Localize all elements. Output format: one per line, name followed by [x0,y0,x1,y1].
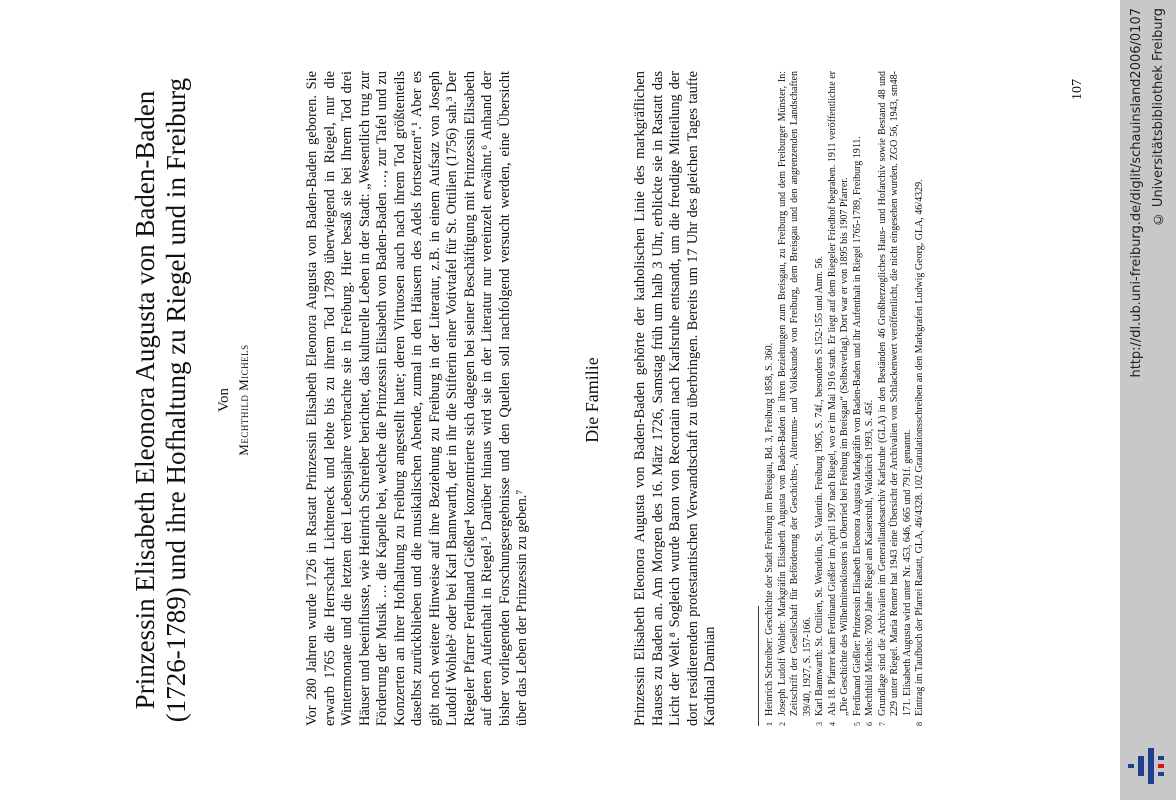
footnote-text: Joseph Ludolf Wohleb: Markgräfin Elisabeth Augusta von Baden-Baden in ihren Beziehungen zum Breisgau, zu Freiburg und dem Freiburger Münster, In: Zeitschrift der Gesellschaft für Beförderung der Geschichts-, Altertums- und Volkskunde von Freiburg, dem Breisgau und den angrenzenden Landschaften 39/40, 1927, S. 157-166. [776,71,813,716]
footnote [852,71,865,726]
section-heading: Die Familie [582,357,602,443]
rotated-page-content [40,0,1120,800]
footnote-number: 5 [852,722,862,726]
footnote-number: 4 [827,722,837,726]
footnote [777,71,815,726]
footnote-number: 6 [865,722,874,726]
article-title [130,60,192,740]
byline-von: Von [216,388,232,412]
footnote [914,71,927,726]
author-name: Mechthild Michels [236,344,251,456]
footnote [877,71,915,726]
footnote-text: Als 18. Pfarrer kam Ferdinand Gießler im April 1907 nach Riegel, wo er im Mai 1916 starb. Er liegt auf dem Riegeler Friedhof begraben. 1911 veröffentlichte er „Die Geschichte des Wilhelmitenklosters in Oberried bei Freiburg im Breisgau“ (Selbstverlag). Dort war er von 1895 bis 1907 Pfarrer. [826,71,850,716]
footnote [764,71,777,726]
footnote-text: Mechthild Michels: 7000 Jahre Riegel am Kaiserstuhl, Waldkirch 1993, S. 45f. [864,399,875,716]
footnote-text: Heinrich Schreiber: Geschichte der Stadt Freiburg im Breisgau, Bd. 3, Freiburg 1858, S. 360. [764,342,775,716]
footnote-rule [758,606,759,726]
footnote-number: 8 [915,722,924,726]
footnote-number: 3 [815,722,824,726]
title-line-2: (1726-1789) und ihre Hofhaltung zu Riegel und in Freiburg [161,77,191,723]
title-line-1: Prinzessin Elisabeth Eleonora Augusta von Baden-Baden [130,90,160,710]
footnote [827,71,852,726]
footnote [814,71,827,726]
footnote-number: 2 [777,722,787,726]
footnotes [764,71,927,726]
page-number: 107 [1070,79,1085,100]
footnote-text: Karl Bannwarth: St. Ottilien, St. Wendelin, St. Valentin. Freiburg 1905, S. 74f., besonders S.152-155 und Anm. 56. [814,255,825,716]
footnote-text: Grundlage sind die Archivalien im Generallandesarchiv Karlsruhe (GLA) in den Beständen 46 Großherzogliches Haus- und Hofarchiv sowie Bestand 48 und 229 unter Riegel. Maria Renner hat 1943 eine Übersicht der Archivalien von Schlackenwert veröffentlicht, die nicht eingesehen wurden. ZGO 56, 1943, sm48-171. Elisabeth Augusta wird unter Nr. 453, 646, 665 und 791f. genannt. [876,71,913,716]
footnote-text: Eintrag im Taufbuch der Pfarrei Rastatt, GLA, 46/4328. 102 Gratulationsschreiben an den Markgrafen Ludwig Georg, GLA, 46/4329. [914,179,925,716]
footnote-number: 7 [877,722,887,726]
footnote-number: 1 [765,722,774,726]
intro-paragraph: Vor 280 Jahren wurde 1726 in Rastatt Prinzessin Elisabeth Eleonora Augusta von Baden-Baden geboren. Sie erwarb 1765 die Herrschaft Lichteneck und lebte bis zu ihrem Tod 1789 überwiegend in Riegel, nur die Wintermonate und die letzten drei Lebensjahre verbrachte sie in Freiburg. Hier besaß sie bei Ihrem Tod drei Häuser und beeinflusste, wie Heinrich Schreiber berichtet, das kulturelle Leben in der Stadt: „Wesentlich trug zur Förderung der Musik … die Kapelle bei, welche die Prinzessin Elisabeth von Baden-Baden …, zur Tafel und zu Konzerten an ihrer Hofhaltung zu Freiburg angestellt hatte; deren Virtuosen auch nach ihrem Tod größtenteils daselbst zurückblieben und die musikalischen Abende, zumal in den Häusern des Adels fortsetzten“.¹ Aber es gibt noch weitere Hinweise auf ihre Beziehung zu Freiburg in der Literatur, z.B. in einem Aufsatz von Joseph Ludolf Wohleb² oder bei Karl Bannwarth, der in ihr die Stifterin einer Votivtafel für St. Ottilien (1756) sah.³ Der Riegeler Pfarrer Ferdinand Gießler⁴ konzentrierte sich dagegen bei seiner Beschäftigung mit Prinzessin Elisabeth auf deren Aufenthalt in Riegel.⁵ Darüber hinaus wird sie in der Literatur nur vereinzelt erwähnt.⁶ Anhand der bisher vorliegenden Forschungsergebnisse und den Quellen soll nachfolgend versucht werden, eine Übersicht über das Leben der Prinzessin zu geben.⁷ [304,71,531,726]
family-paragraph: Prinzessin Elisabeth Eleonora Augusta von Baden-Baden gehörte der katholischen Linie des markgräflichen Hauses zu Baden an. Am Morgen des 16. März 1726, Samstag früh um halb 3 Uhr, erblickte sie in Rastatt das Licht der Welt.⁸ Sogleich wurde Baron von Recortain nach Karlsruhe entsandt, um die freudige Mitteilung der dort residierenden protestantischen Verwandtschaft zu überbringen. Bereits um 17 Uhr des gleichen Tages taufte Kardinal Damian [632,71,719,726]
ub-freiburg-logo-icon [1124,742,1172,790]
permalink-url[interactable]: http://dl.ub.uni-freiburg.de/diglit/schauinsland2006/0107 [1129,8,1144,378]
copyright-notice: © Universitätsbibliothek Freiburg [1151,8,1166,227]
footnote [864,71,877,726]
footnote-text: Ferdinand Gießler: Prinzessin Elisabeth Eleonora Augusta Markgräfin von Baden-Baden und ihr Aufenthalt in Riegel 1765-1789, Freiburg 1911. [851,136,863,716]
